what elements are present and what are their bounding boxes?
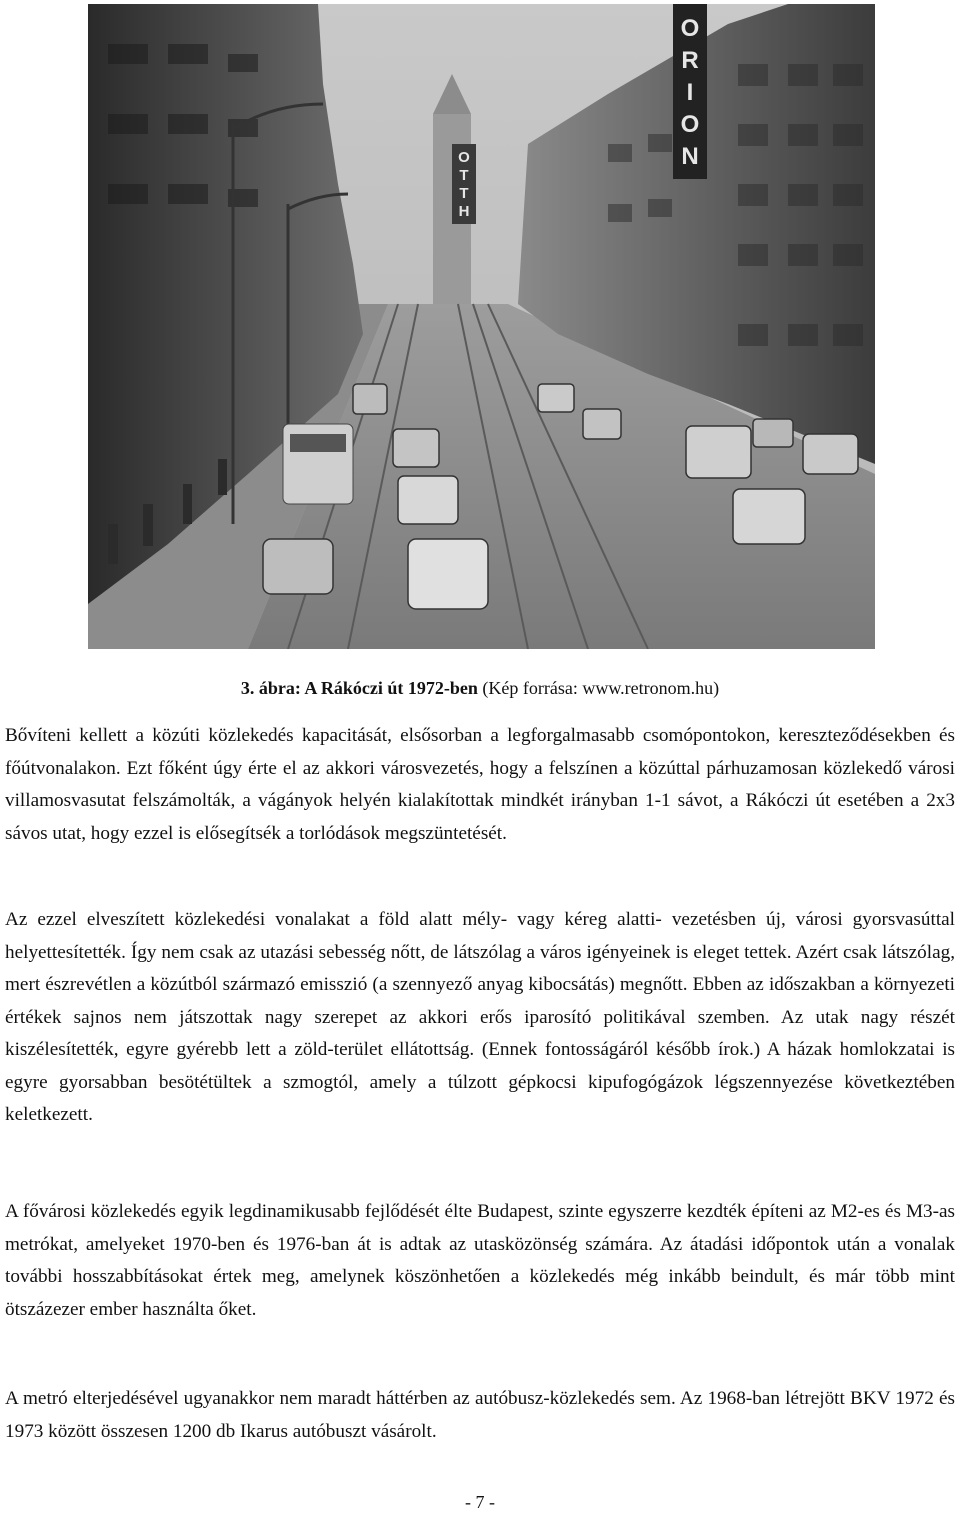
orion-letter: O — [680, 111, 700, 138]
street-photo — [88, 4, 875, 649]
paragraph: Az ezzel elveszített közlekedési vonalakat a föld alatt mély- vagy kéreg alatti- vezetésben új, városi gyorsvasúttal helyettesítették. Így nem csak az utazási sebesség nőtt, de látszólag a város igényeinek is eleget tettek. Azért csak látszólag, mert észrevétlen a közútból származó emisszió (a szennyező anyag kibocsátás) megnőtt. Ebben az időszakban a környezeti értékek sajnos nem játszottak nagy szerepet az akkori erős iparosító politikával szemben. Az utak nagy részét kiszélesítették, egyre gyérebb lett a zöld-terület ellátottság. (Ennek fontosságáról később írok.) A házak homlokzatai is egyre gyorsabban besötétültek a szmogtól, amely a túlzott gépkocsi kipufogógázok légszennyezése következtében keletkezett. — [5, 909, 955, 1125]
orion-letter: I — [686, 79, 694, 106]
figure-caption — [0, 676, 960, 700]
paragraph: A metró elterjedésével ugyanakkor nem maradt háttérben az autóbusz-közlekedés sem. Az 1968-ban létrejött BKV 1972 és 1973 között összesen 1200 db Ikarus autóbuszt vásárolt. — [5, 1388, 955, 1442]
page-number: - 7 - — [465, 1492, 495, 1512]
paragraph: A fővárosi közlekedés egyik legdinamikusabb fejlődését élte Budapest, szinte egyszerre kezdték építeni az M2-es és M3-as metrókat, amelyeket 1970-ben és 1976-ban át is adtak az utasközönség számára. Az átadási időpontok után a vonalak további hosszabbításokat értek meg, amelynek köszönhetően a közlekedés még inkább beindult, és már több mint ötszázezer ember használta őket. — [5, 1201, 955, 1320]
otth-letter: T — [459, 185, 469, 202]
otth-letter: O — [458, 149, 470, 166]
orion-letter: R — [681, 47, 699, 74]
paragraph: Bővíteni kellett a közúti közlekedés kapacitását, elsősorban a legforgalmasabb csomópontokon, kereszteződésekben és főútvonalakon. Ezt főként úgy érte el az akkori városvezetés, hogy a felszínen a közúttal párhuzamosan közlekedő városi villamosvasutat felszámolták, a vágányok helyén kialakítottak mindkét irányban 1-1 sávot, a Rákóczi út esetében a 2x3 sávos utat, hogy ezzel is elősegítsék a torlódások megszüntetését. — [5, 725, 955, 844]
caption-title: 3. ábra: A Rákóczi út 1972-ben — [240, 678, 478, 698]
otth-letter: H — [458, 203, 470, 220]
otth-letter: T — [459, 167, 469, 184]
orion-letter: O — [680, 15, 700, 42]
orion-letter: N — [681, 143, 699, 170]
caption-source: (Kép forrása: www.retronom.hu) — [477, 678, 720, 698]
